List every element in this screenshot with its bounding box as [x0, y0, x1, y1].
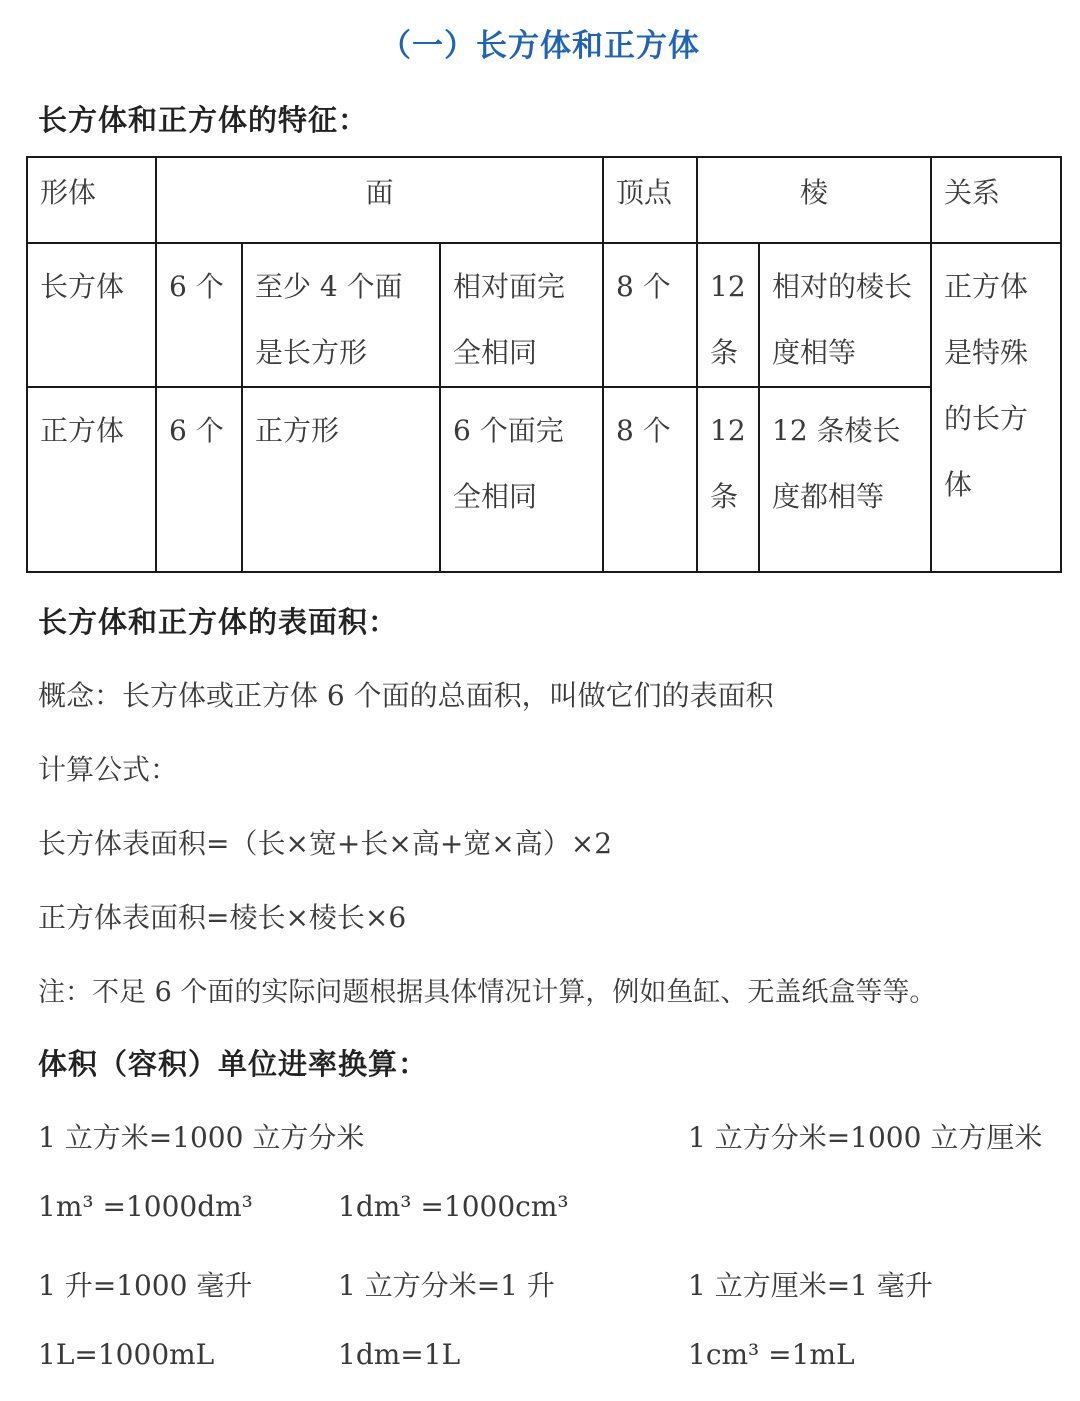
- header-edge: 棱: [697, 157, 931, 243]
- cell-shape: 长方体: [27, 243, 156, 387]
- formula-label: 计算公式：: [38, 753, 179, 786]
- cell-face-count: 6 个: [156, 387, 242, 572]
- page-title: （一）长方体和正方体: [380, 28, 700, 64]
- cell-face-opposite: 相对面完全相同: [440, 243, 603, 387]
- cell-edge-count: 12 条: [697, 387, 759, 572]
- formula-cuboid: 长方体表面积=（长×宽+长×高+宽×高）×2: [38, 827, 613, 860]
- formula-cube: 正方体表面积=棱长×棱长×6: [38, 901, 407, 934]
- cell-edge-desc: 12 条棱长度都相等: [759, 387, 931, 572]
- table-row: [27, 243, 1061, 387]
- cell-edge-count: 12 条: [697, 243, 759, 387]
- header-shape: 形体: [27, 157, 156, 243]
- header-relation: 关系: [931, 157, 1061, 243]
- header-face: 面: [156, 157, 603, 243]
- surface-area-concept: 概念：长方体或正方体 6 个面的总面积，叫做它们的表面积: [38, 679, 774, 712]
- symbol-dm-l: 1dm=1L: [338, 1338, 461, 1371]
- cell-vertex: 8 个: [603, 243, 697, 387]
- table-row: [27, 387, 1061, 572]
- cell-face-shape: 至少 4 个面是长方形: [242, 243, 440, 387]
- conversion-dm3-l: 1 立方分米=1 升: [338, 1269, 555, 1302]
- symbol-dm3-cm3: 1dm³ =1000cm³: [338, 1190, 569, 1223]
- cell-face-count: 6 个: [156, 243, 242, 387]
- conversion-m3-dm3: 1 立方米=1000 立方分米: [38, 1121, 365, 1154]
- conversion-cm3-ml: 1 立方厘米=1 毫升: [688, 1269, 933, 1302]
- cell-shape: 正方体: [27, 387, 156, 572]
- cell-face-shape: 正方形: [242, 387, 440, 572]
- cell-relation: 正方体是特殊的长方体: [931, 243, 1061, 572]
- cell-edge-desc: 相对的棱长度相等: [759, 243, 931, 387]
- header-vertex: 顶点: [603, 157, 697, 243]
- cell-vertex: 8 个: [603, 387, 697, 572]
- cell-face-opposite: 6 个面完全相同: [440, 387, 603, 572]
- symbol-l-ml: 1L=1000mL: [38, 1338, 215, 1371]
- symbol-m3-dm3: 1m³ =1000dm³: [38, 1190, 253, 1223]
- table-header-row: [27, 157, 1061, 243]
- features-table: [26, 156, 1062, 573]
- symbol-cm3-ml: 1cm³ =1mL: [688, 1338, 855, 1371]
- features-heading: 长方体和正方体的特征：: [38, 103, 369, 137]
- surface-area-heading: 长方体和正方体的表面积：: [38, 605, 399, 639]
- volume-units-heading: 体积（容积）单位进率换算：: [38, 1047, 429, 1081]
- conversion-l-ml: 1 升=1000 毫升: [38, 1269, 253, 1302]
- conversion-dm3-cm3: 1 立方分米=1000 立方厘米: [688, 1121, 1043, 1154]
- surface-area-note: 注：不足 6 个面的实际问题根据具体情况计算，例如鱼缸、无盖纸盒等等。: [38, 977, 937, 1008]
